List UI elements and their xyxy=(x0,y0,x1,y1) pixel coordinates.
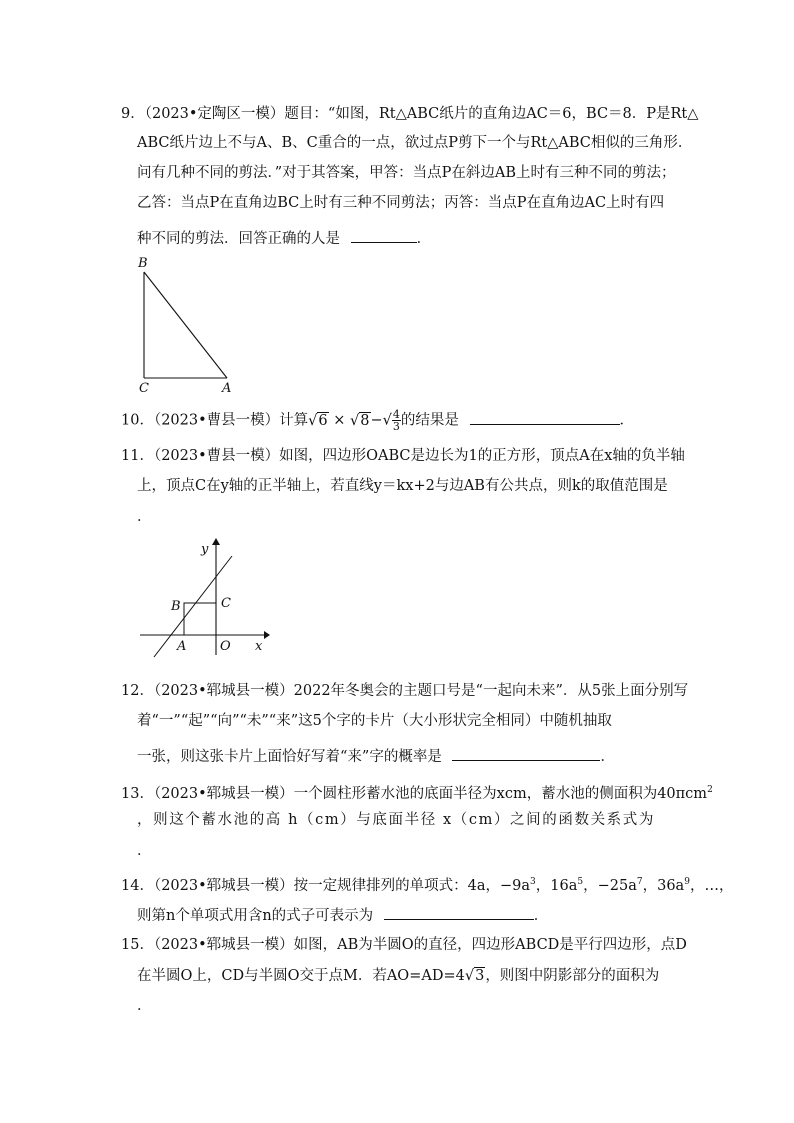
sqrt-3: √3 xyxy=(464,968,485,984)
q15-text-end: ，则图中阴影部分的面积为 xyxy=(485,968,660,984)
q15-text: 在半圆O上，CD与半圆O交于点M．若AO=AD=4 xyxy=(137,968,465,984)
sqrt-6: √6 xyxy=(308,412,328,429)
q10-prefix: 10．（2023•曹县一模）计算 xyxy=(121,412,309,429)
q12-end: ． xyxy=(600,749,615,765)
label-a: A xyxy=(222,381,232,396)
q14-exp-4: 9 xyxy=(684,877,690,887)
q13-line-1 xyxy=(121,780,713,804)
minus-sign: − xyxy=(370,412,383,429)
q10-line xyxy=(121,409,634,432)
label-x: x xyxy=(255,639,263,654)
q9-prompt: 种不同的剪法．回答正确的人是 xyxy=(137,231,340,247)
q11-line-2: 上，顶点C在y轴的正半轴上，若直线y＝kx+2与边AB有公共点，则k的取值范围是 xyxy=(137,478,668,494)
q9-answer-blank[interactable] xyxy=(351,228,417,243)
sqrt-fraction: √ $\frac{4}{3}$ xyxy=(382,408,400,433)
q15-line-3: ． xyxy=(137,998,152,1014)
q11-line-3: ． xyxy=(137,509,152,525)
q11-line-1: 11．（2023•曹县一模）如图，四边形OABC是边长为1的正方形，顶点A在x轴的负半轴 xyxy=(121,448,685,464)
q14-term-3: ，16a xyxy=(535,877,578,894)
q12-line-2: 着“一”“起”“向”“未”“来”这5个字的卡片（大小形状完全相同）中随机抽取 xyxy=(137,713,612,729)
q14-end: ． xyxy=(533,908,549,924)
q14-answer-blank[interactable] xyxy=(384,905,534,920)
label-b: B xyxy=(171,599,181,614)
q14-line-2 xyxy=(137,905,548,926)
q9-line-3: 问有几种不同的剪法．”对于其答案，甲答：当点P在斜边AB上时有三种不同的剪法； xyxy=(137,165,676,181)
q14-term-5: ，36a xyxy=(642,877,685,894)
times-sign: × xyxy=(333,412,346,429)
x-axis-arrow-icon xyxy=(264,631,270,639)
q10-end: ． xyxy=(619,412,635,429)
q11-coordinate-figure xyxy=(134,533,274,658)
q10-answer-blank[interactable] xyxy=(470,410,620,425)
label-a: A xyxy=(177,639,187,654)
q9-triangle-figure xyxy=(132,252,242,398)
q12-line-3 xyxy=(137,746,615,767)
q15-line-1: 15．（2023•郓城县一模）如图，AB为半圆O的直径，四边形ABCD是平行四边形，点D xyxy=(121,937,687,953)
q9-end: ． xyxy=(416,231,432,247)
q9-line-5 xyxy=(137,228,431,249)
q12-line-1: 12．（2023•郓城县一模）2022年冬奥会的主题口号是“一起向未来”．从5张上面分别写 xyxy=(121,683,689,699)
q14-prompt: 则第n个单项式用含n的式子可表示为 xyxy=(137,908,374,924)
q12-prompt: 一张，则这张卡片上面恰好写着“来”字的概率是 xyxy=(137,749,442,765)
q13-exponent: 2 xyxy=(707,785,713,795)
q13-line-2: ，则这个蓄水池的高 h（cm）与底面半径 x（cm）之间的函数关系式为 xyxy=(137,812,655,828)
label-c: C xyxy=(221,596,231,611)
hypotenuse-ab xyxy=(144,272,227,378)
q12-answer-blank[interactable] xyxy=(452,746,600,761)
label-y: y xyxy=(201,542,209,557)
q9-line-1: 9．（2023•定陶区一模）题目：“如图，Rt△ABC纸片的直角边AC＝6，BC＝8．P是Rt△ xyxy=(121,106,699,122)
square-oabc xyxy=(184,603,216,635)
sqrt-8: √8 xyxy=(350,412,370,429)
q14-ellipsis: ，…， xyxy=(689,877,734,894)
q14-term-4: ，−25a xyxy=(583,877,637,894)
q13-line-3: ． xyxy=(137,843,152,859)
q9-line-4: 乙答：当点P在直角边BC上时有三种不同剪法；丙答：当点P在直角边AC上时有四 xyxy=(137,195,665,211)
label-o: O xyxy=(220,639,231,654)
label-c: C xyxy=(139,381,149,396)
q14-exp-1: 3 xyxy=(530,877,536,887)
q13-text: 13．（2023•郓城县一模）一个圆柱形蓄水池的底面半径为xcm，蓄水池的侧面积为40πcm xyxy=(121,785,708,802)
q14-line-1 xyxy=(121,872,733,896)
q14-exp-3: 7 xyxy=(636,877,643,887)
label-b: B xyxy=(138,256,148,271)
q9-line-2: ABC纸片边上不与A、B、C重合的一点，欲过点P剪下一个与Rt△ABC相似的三角形． xyxy=(137,135,693,151)
q10-suffix: 的结果是 xyxy=(400,412,459,429)
y-axis-arrow-icon xyxy=(212,538,220,545)
q14-exp-2: 5 xyxy=(577,877,584,887)
q14-text: 14．（2023•郓城县一模）按一定规律排列的单项式：4a，−9a xyxy=(121,877,531,894)
q15-line-2 xyxy=(137,966,659,986)
